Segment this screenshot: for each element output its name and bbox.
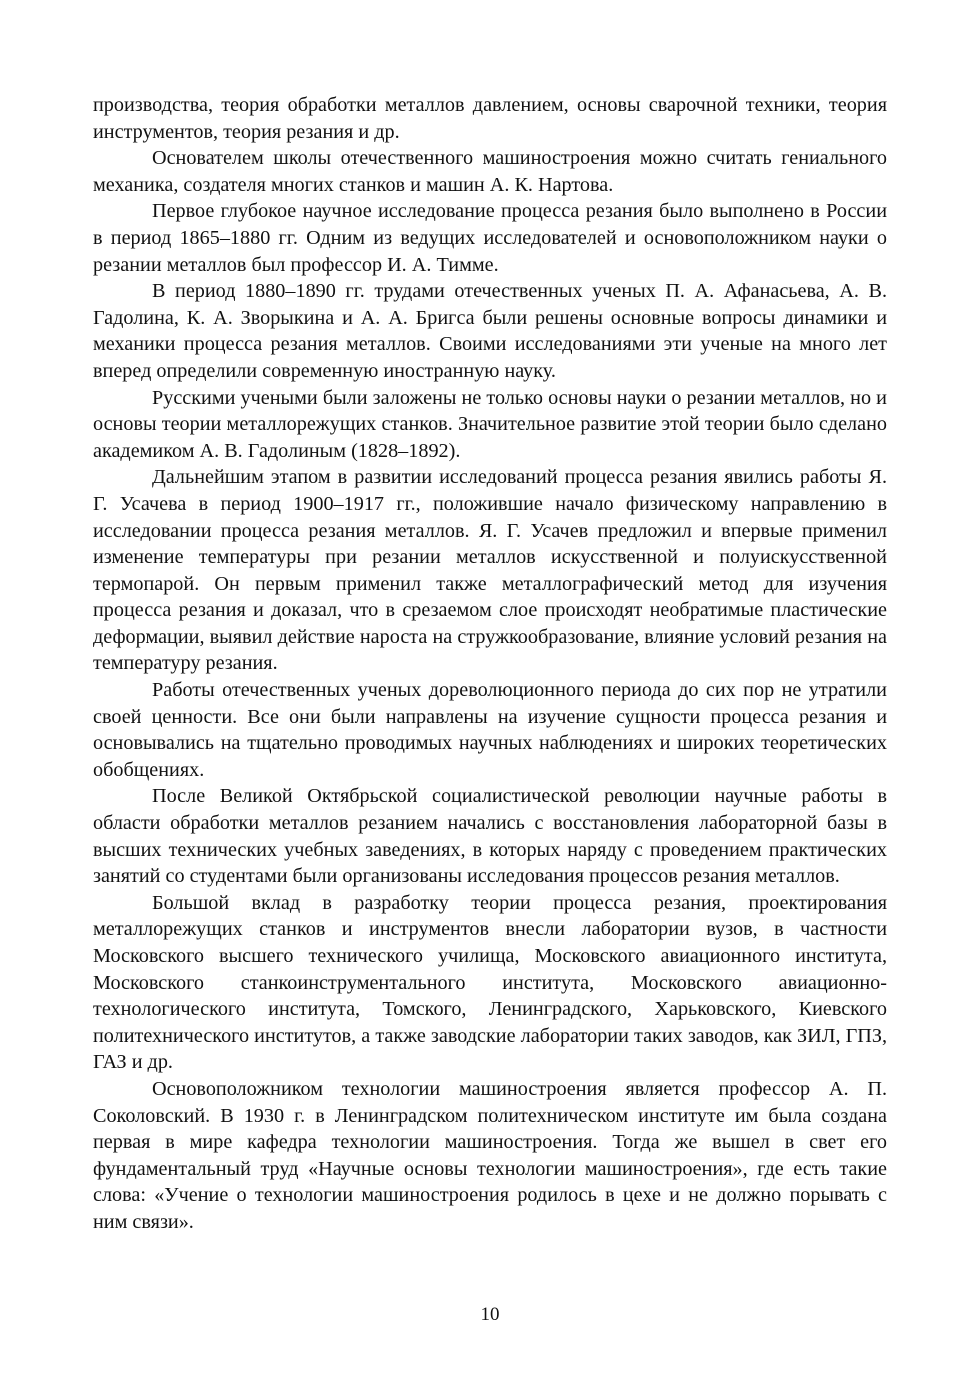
document-body — [93, 92, 887, 1236]
paragraph-usachev: Дальнейшим этапом в развитии исследований процесса резания явились работы Я. Г. Усачева в период 1900–1917 гг., положившие начало физическому направлению в исследовании процесса резания металлов. Я. Г. Усачев предложил и впервые применил изменение температуры при резании металлов искусственной и полуискусственной термопарой. Он первым применил также металлографический метод для изучения процесса резания и доказал, что в срезаемом слое происходят необратимые пластические деформации, выявил действие нароста на стружкообразование, влияние условий резания на температуру резания. — [93, 466, 887, 675]
paragraph-university-labs: Большой вклад в разработку теории процесса резания, проектирования металлорежущих станков и инструментов внесли лаборатории вузов, в частности Московского высшего технического училища, Московского авиационного института, Московского станкоинструментального института, Московского авиационно-технологического института, Томского, Ленинградского, Харьковского, Киевского политехнического институтов, а также заводские лаборатории таких заводов, как ЗИЛ, ГПЗ, ГАЗ и др. — [93, 891, 887, 1074]
paragraph-nartov: Основателем школы отечественного машиностроения можно считать гениального механика, создателя многих станков и машин А. К. Нартова. — [93, 147, 887, 196]
paragraph-gadolin: Русскими учеными были заложены не только основы науки о резании металлов, но и основы теории металлорежущих станков. Значительное развитие этой теории было сделано академиком А. В. Гадолиным (1828–1892). — [93, 386, 887, 462]
paragraph-timme: Первое глубокое научное исследование процесса резания было выполнено в России в период 1865–1880 гг. Одним из ведущих исследователей и основоположником науки о резании металлов был профессор И. А. Тимме. — [93, 200, 887, 276]
paragraph-continuation: производства, теория обработки металлов давлением, основы сварочной техники, теория инструментов, теория резания и др. — [93, 94, 887, 143]
paragraph-sokolovsky: Основоположником технологии машиностроения является профессор А. П. Соколовский. В 1930 г. в Ленинградском политехническом институте им была создана первая в мире кафедра технологии машиностроения. Тогда же вышел в свет его фундаментальный труд «Научные основы технологии машиностроения», где есть такие слова: «Учение о технологии машиностроения родилось в цехе и не должно порывать с ним связи». — [93, 1077, 887, 1233]
paragraph-prerevolutionary: Работы отечественных ученых дореволюционного периода до сих пор не утратили своей ценности. Все они были направлены на изучение сущности процесса резания и основывались на тщательно проводимых научных наблюдениях и широких теоретических обобщениях. — [93, 679, 887, 781]
paragraph-1880-1890: В период 1880–1890 гг. трудами отечественных ученых П. А. Афанасьева, А. В. Гадолина, К. А. Зворыкина и А. А. Бригса были решены основные вопросы динамики и механики процесса резания металлов. Своими исследованиями эти ученые на много лет вперед определили современную иностранную науку. — [93, 280, 887, 382]
page-number: 10 — [480, 1304, 500, 1325]
paragraph-after-revolution: После Великой Октябрьской социалистической революции научные работы в области обработки металлов резанием начались с восстановления лабораторной базы в высших технических учебных заведениях, в которых наряду с проведением практических занятий со студентами были организованы исследования процессов резания металлов. — [93, 785, 887, 888]
